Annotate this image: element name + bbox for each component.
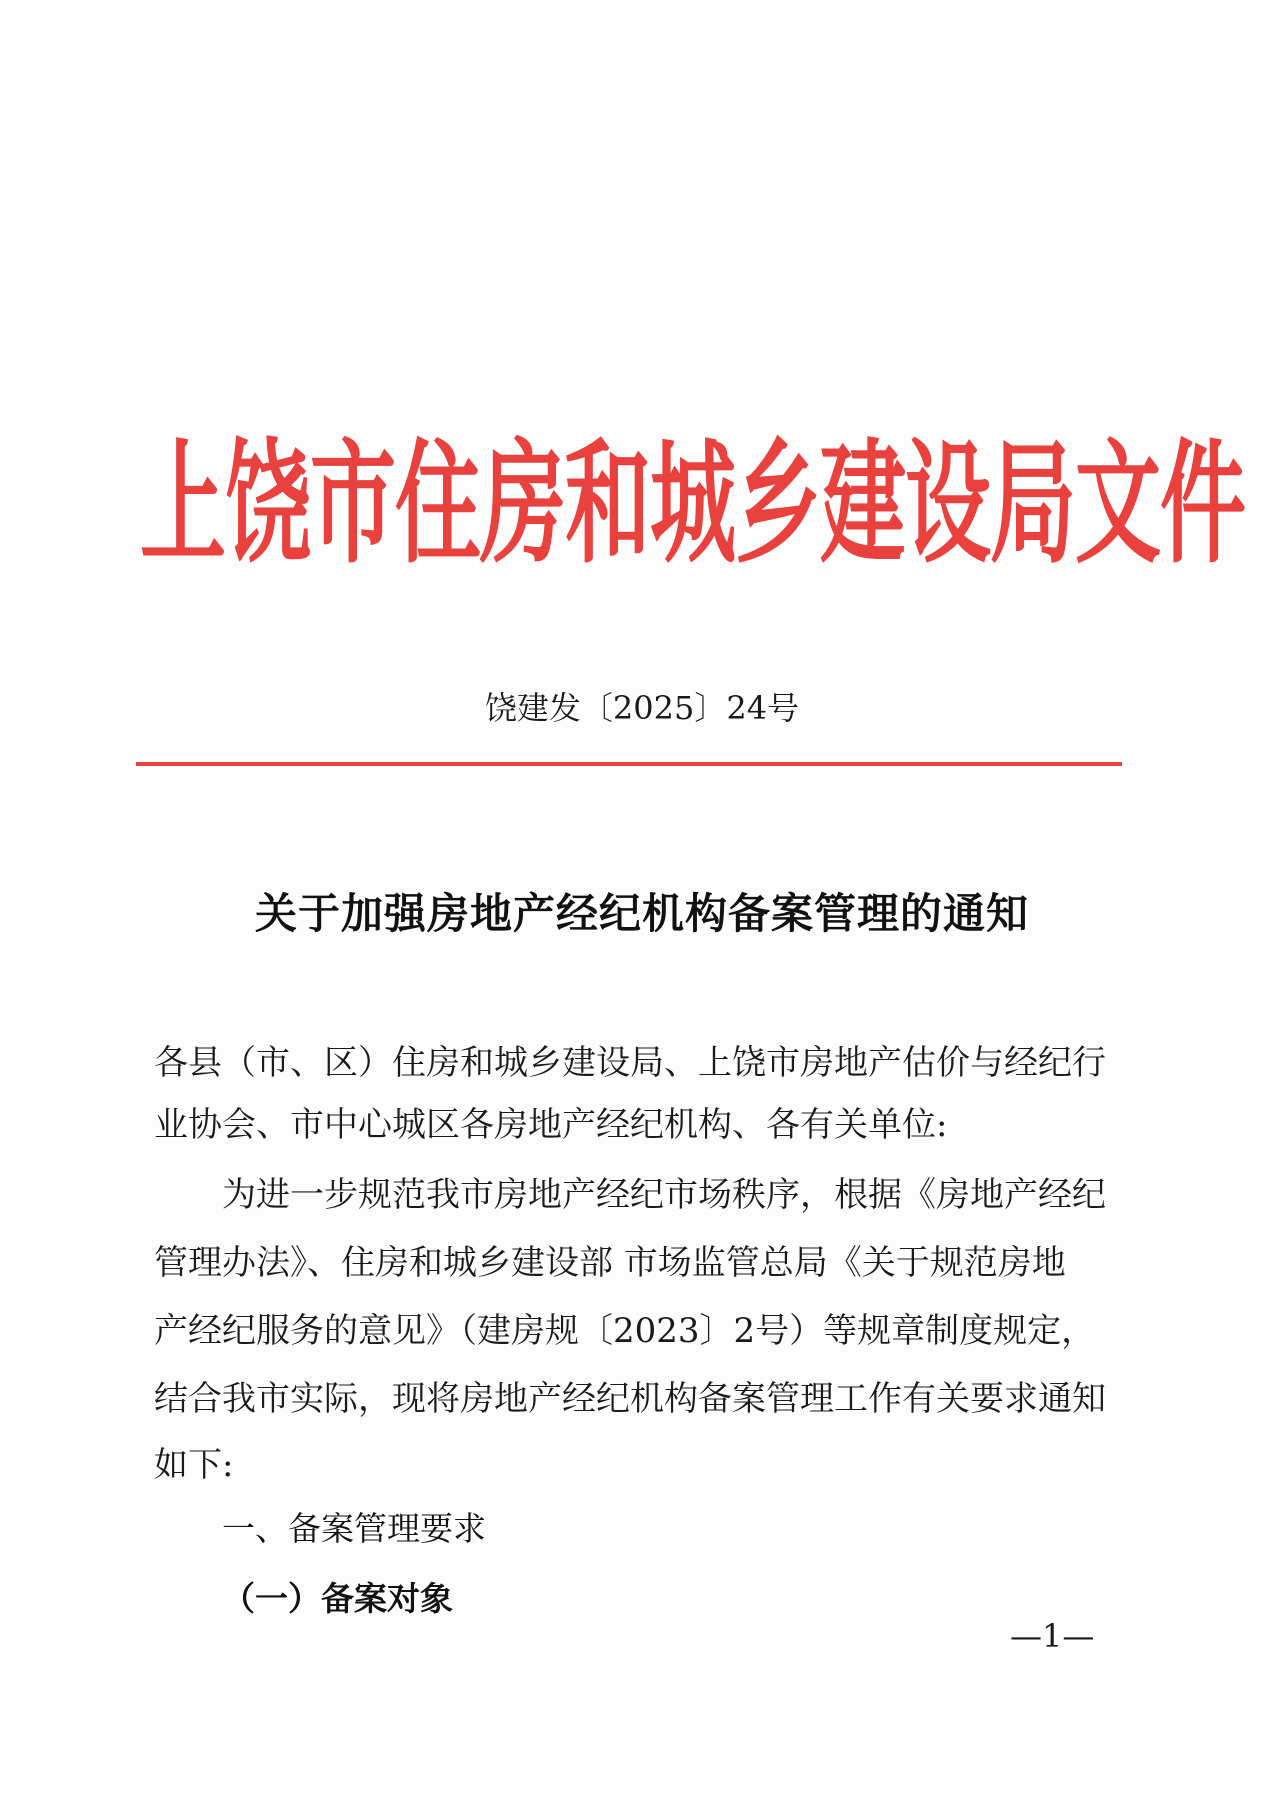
page-number: —1— [1010, 1617, 1095, 1655]
notice-title: 关于加强房地产经纪机构备案管理的通知 [254, 889, 1029, 938]
paragraph-1-line-5: 如下: [154, 1445, 234, 1485]
paragraph-1-line-2: 管理办法》、住房和城乡建设部 市场监管总局《关于规范房地 [154, 1243, 1066, 1283]
document-number: 饶建发〔2025〕24号 [484, 689, 800, 727]
paragraph-1-line-4: 结合我市实际，现将房地产经纪机构备案管理工作有关要求通知 [154, 1379, 1106, 1419]
recipients-line-2: 业协会、市中心城区各房地产经纪机构、各有关单位: [154, 1105, 948, 1145]
subsection-heading-1: （一）备案对象 [222, 1579, 453, 1618]
section-heading-1: 一、备案管理要求 [222, 1509, 486, 1548]
red-divider-line [136, 762, 1122, 766]
paragraph-1-line-1: 为进一步规范我市房地产经纪市场秩序，根据《房地产经纪 [222, 1175, 1106, 1215]
recipients-line-1: 各县（市、区）住房和城乡建设局、上饶市房地产估价与经纪行 [154, 1043, 1106, 1083]
paragraph-1-line-3: 产经纪服务的意见》（建房规〔2023〕2号）等规章制度规定， [154, 1311, 1096, 1351]
issuer-banner: 上饶市住房和城乡建设局文件 [140, 427, 1245, 583]
